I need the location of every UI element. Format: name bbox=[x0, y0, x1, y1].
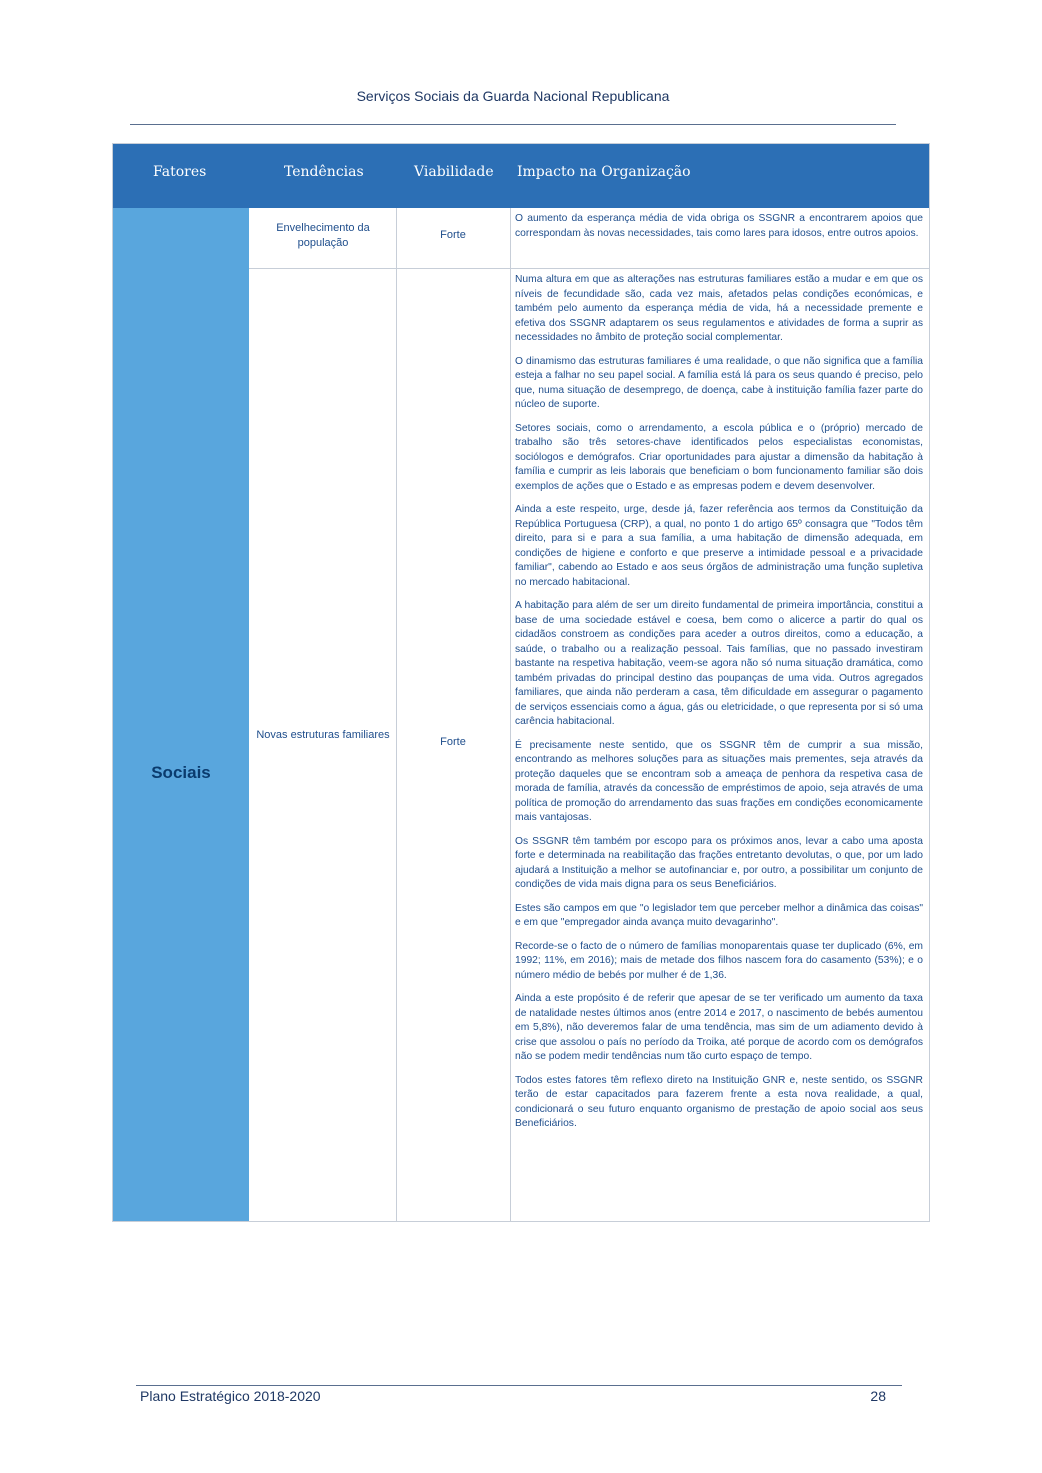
impact-paragraph: É precisamente neste sentido, que os SSGNR têm de cumprir a sua missão, encontrando as melhores soluções para as situações mais prementes, seja através da proteção daqueles que se encontram sob a ameaça de penhora da respetiva casa de morada de família, através da concessão de empréstimos de apoio, seja através de uma política de promoção do arrendamento das suas frações em condições economicamente mais vantajosas. bbox=[515, 739, 923, 823]
trends-table bbox=[112, 143, 930, 1222]
impact-row-1 bbox=[515, 212, 923, 250]
column-header-fatores: Fatores bbox=[153, 164, 207, 180]
impact-paragraph: Ainda a este propósito é de referir que apesar de se ter verificado um aumento da taxa de natalidade nestes últimos anos (entre 2014 e 2017, o nascimento de bebés aumentou em 5,8%), não deveremos falar de uma tendência, mas sim de um adiamento devido à crise que assolou o país no período da Troika, até porque de acordo com os demógrafos não se podem medir tendências num tão curto espaço de tempo. bbox=[515, 993, 923, 1062]
impact-paragraph: Ainda a este respeito, urge, desde já, fazer referência aos termos da Constituição da República Portuguesa (CRP), a qual, no ponto 1 do artigo 65º consagra que "Todos têm direito, para si e para a sua família, a uma habitação de dimensão adequada, em condições de higiene e conforto e que preserve a intimidade pessoal e a privacidade familiar", cabendo ao Estado e aos seus órgãos de administração uma função supletiva no mercado habitacional. bbox=[515, 504, 923, 588]
factor-label: Sociais bbox=[151, 763, 211, 782]
page-header: Serviços Sociais da Guarda Nacional Republicana bbox=[356, 88, 670, 104]
impact-paragraph: Os SSGNR têm também por escopo para os próximos anos, levar a cabo uma aposta forte e determinada na reabilitação das frações entretanto devolutas, o que, por um lado ajudará a Instituição a melhor se autofinanciar e, por outro, a possibilitar um conjunto de condições de vida mais digna para os seus Beneficiários. bbox=[515, 835, 923, 890]
footer-title: Plano Estratégico 2018-2020 bbox=[140, 1388, 321, 1404]
impact-paragraph: Numa altura em que as alterações nas estruturas familiares estão a mudar e em que os níveis de fecundidade são, cada vez mais, afetados pelas condições económicas, e também pelo aumento da esperança média de vida, há a necessidade premente e efetiva dos SSGNR adaptarem os seus regulamentos e atividades de forma a suprir as necessidades no âmbito de proteção social complementar. bbox=[515, 274, 923, 343]
viability-row-1: Forte bbox=[440, 229, 466, 241]
column-header-viabilidade: Viabilidade bbox=[414, 164, 494, 180]
column-divider bbox=[396, 208, 397, 1221]
impact-paragraph: O aumento da esperança média de vida obriga os SSGNR a encontrarem apoios que correspondam às novas necessidades, tais como lares para idosos, entre outros apoios. bbox=[515, 213, 923, 239]
header-rule bbox=[130, 124, 896, 125]
column-header-impacto: Impacto na Organização bbox=[517, 164, 691, 180]
viability-row-2: Forte bbox=[440, 736, 466, 748]
impact-paragraph: Estes são campos em que "o legislador tem que perceber melhor a dinâmica das coisas" e em que "empregador ainda avança muito devagarinho". bbox=[515, 902, 923, 928]
table-header bbox=[113, 144, 929, 208]
trend-novas-estruturas: Novas estruturas familiares bbox=[256, 729, 390, 741]
impact-paragraph: Recorde-se o facto de o número de famílias monoparentais quase ter duplicado (6%, em 1992; 11%, em 2016); mais de metade dos filhos nascem fora do casamento (53%); e o número médio de bebés por mulher é de 1,36. bbox=[515, 940, 923, 981]
factor-cell bbox=[113, 208, 249, 1221]
impact-paragraph: A habitação para além de ser um direito fundamental de primeira importância, constitui a base de uma sociedade estável e coesa, bem como o alicerce a partir do qual os cidadãos constroem as condições para aceder a outros direitos, como a educação, a saúde, o trabalho ou a realização pessoal. Tais famílias, que no passado investiram bastante na respetiva habitação, veem-se agora não só numa situação dramática, como também privadas do principal destino das poupanças de uma vida. Outros agregados familiares, que ainda não perderam a casa, têm dificuldade em assegurar o pagamento de serviços essenciais como a água, gás ou eletricidade, o que representa por si só uma carência habitacional. bbox=[515, 600, 923, 727]
impact-paragraph: Todos estes fatores têm reflexo direto na Instituição GNR e, neste sentido, os SSGNR terão de estar capacitados para fazerem frente a esta nova realidade, a qual, condicionará o seu futuro enquanto organismo de prestação de apoio social aos seus Beneficiários. bbox=[515, 1074, 923, 1129]
impact-paragraph: Setores sociais, como o arrendamento, a escola pública e o (próprio) mercado de trabalho são três setores-chave identificados pelos especialistas economistas, sociólogos e demógrafos. Criar oportunidades para ajustar a dimensão da habitação à família e cumprir as leis laborais que beneficiam o bom funcionamento familiar são dois exemplos de ações que o Estado e as empresas podem e devem desenvolver. bbox=[515, 422, 923, 492]
row-divider bbox=[249, 268, 929, 269]
impact-paragraph: O dinamismo das estruturas familiares é uma realidade, o que não significa que a família esteja a falhar no seu papel social. A família está lá para os seus quando é preciso, pelo que, numa situação de desemprego, de doença, cabe à instituição família fazer parte do núcleo de suporte. bbox=[515, 355, 923, 410]
column-divider bbox=[510, 208, 511, 1221]
page-number: 28 bbox=[870, 1388, 886, 1404]
footer-rule bbox=[136, 1385, 902, 1386]
trend-envelhecimento: Envelhecimento da população bbox=[276, 222, 370, 249]
impact-row-2 bbox=[515, 273, 923, 1141]
column-header-tendencias: Tendências bbox=[284, 164, 364, 180]
